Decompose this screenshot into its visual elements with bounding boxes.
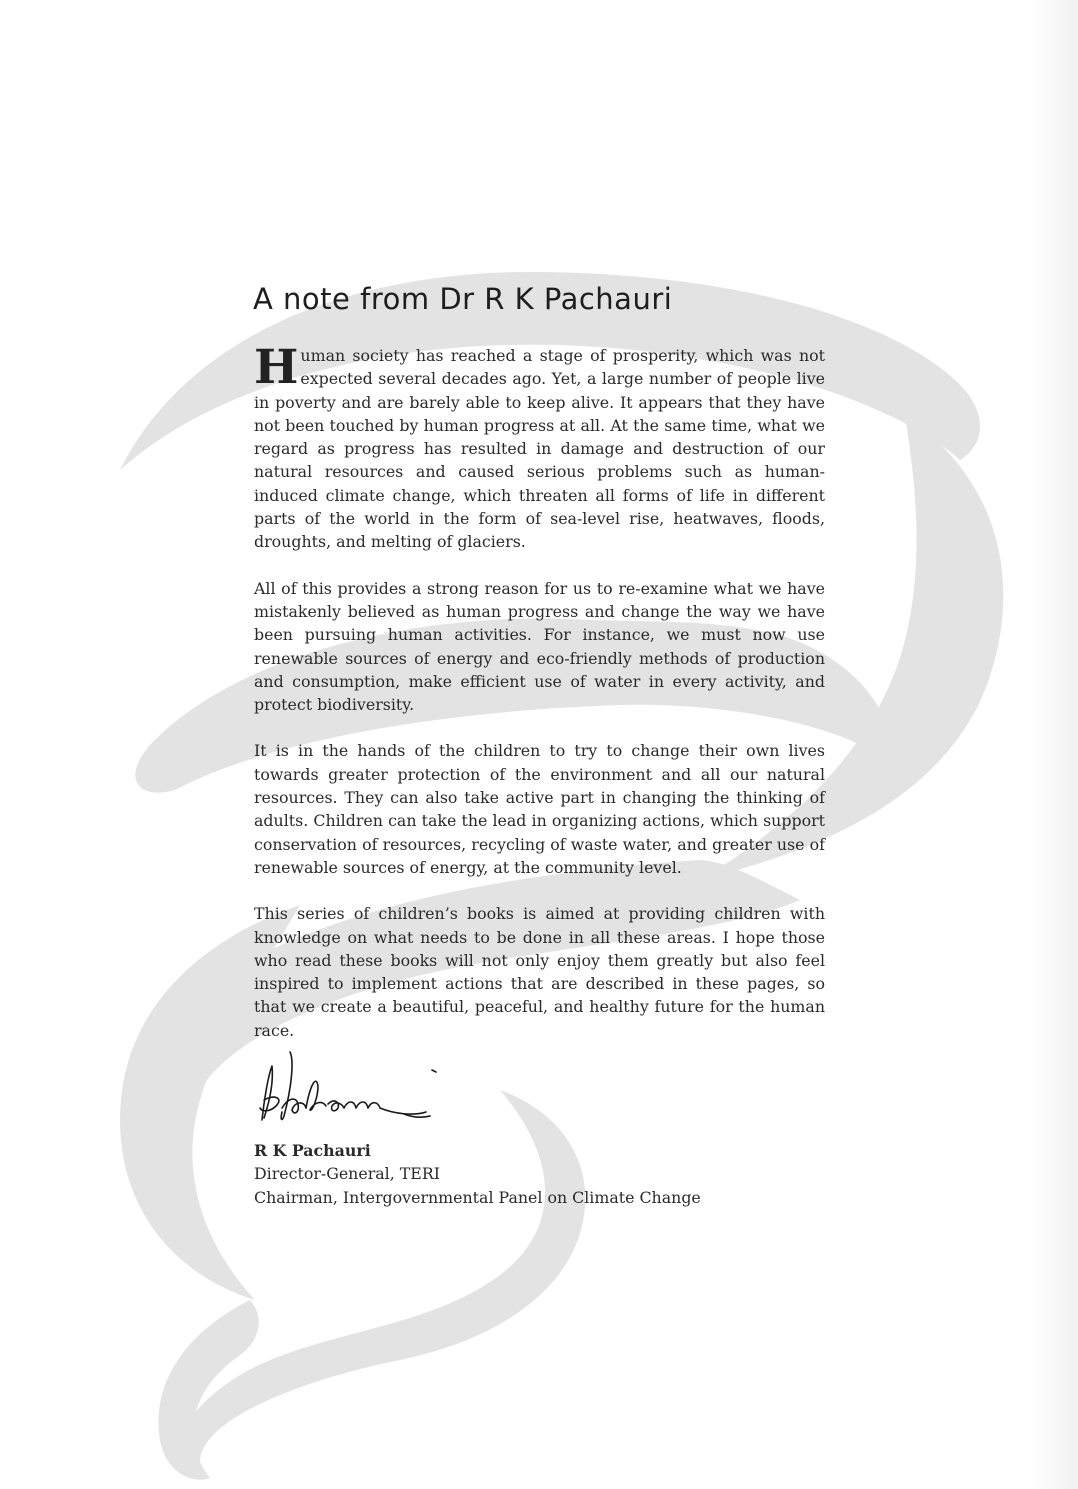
signatory-name: R K Pachauri <box>254 1141 371 1160</box>
paragraph-1 <box>254 340 825 554</box>
paragraph-3: It is in the hands of the children to try to change their own lives towards greater protection of the environment and all our natural resources. They can also take active part in changing the thinking of adults. Children can take the lead in organizing actions, which support conservation of resources, recycling of waste water, and greater use of renewable sources of energy, at the community level. <box>254 741 825 877</box>
handwritten-signature <box>254 1046 444 1132</box>
signatory-block <box>254 1139 701 1209</box>
signatory-role-ipcc: Chairman, Intergovernmental Panel on Climate Change <box>254 1187 701 1207</box>
page-title: A note from Dr R K Pachauri <box>253 282 673 316</box>
drop-cap: H <box>254 340 299 395</box>
paragraph-1-text: uman society has reached a stage of prosperity, which was not expected several decades ago. Yet, a large number of people live in poverty and are barely able to keep alive. It appears that they have not been touched by human progress at all. At the same time, what we regard as progress has resulted in damage and destruction of our natural resources and caused serious problems such as human-induced climate change, which threaten all forms of life in different parts of the world in the form of sea-level rise, heatwaves, floods, droughts, and melting of glaciers. <box>254 346 825 552</box>
letter-body <box>254 340 825 1065</box>
signatory-role-teri: Director-General, TERI <box>254 1164 440 1184</box>
paragraph-2: All of this provides a strong reason for us to re-examine what we have mistakenly believed as human progress and change the way we have been pursuing human activities. For instance, we must now use renewable sources of energy and eco-friendly methods of production and consumption, make efficient use of water in every activity, and protect biodiversity. <box>254 578 825 715</box>
paragraph-4: This series of children’s books is aimed at providing children with knowledge on what needs to be done in all these areas. I hope those who read these books will not only enjoy them greatly but also feel inspired to implement actions that are described in these pages, so that we create a beautiful, peaceful, and healthy future for the human race. <box>254 904 825 1040</box>
